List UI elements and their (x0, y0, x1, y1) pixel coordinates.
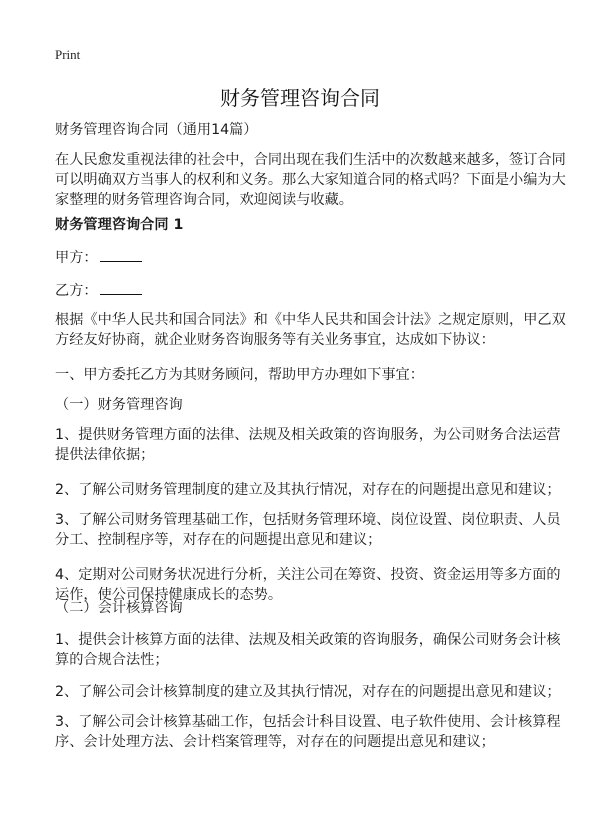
text-line: 3、了解公司会计核算基础工作，包括会计科目设置、电子软件使用、会计核算程 (55, 714, 561, 730)
paragraph (55, 682, 561, 702)
paragraph (55, 365, 424, 385)
paragraph (55, 281, 142, 301)
paragraph (55, 630, 561, 670)
paragraph (55, 395, 183, 415)
paragraph (55, 510, 561, 550)
text-line: 根据《中华人民共和国合同法》和《中华人民共和国会计法》之规定原则，甲乙双 (55, 312, 566, 328)
print-link[interactable]: Print (55, 47, 81, 62)
text-line: 4、定期对公司财务状况进行分析，关注公司在筹资、投资、资金运用等多方面的 (55, 567, 561, 583)
paragraph (55, 712, 561, 752)
section-heading (55, 215, 183, 235)
text-line: 家整理的财务管理咨询合同，欢迎阅读与收藏。 (55, 192, 353, 208)
text-line: 财务管理咨询合同（通用14篇） (55, 122, 258, 138)
text-line: 2、了解公司财务管理制度的建立及其执行情况，对存在的问题提出意见和建议； (55, 482, 561, 498)
text-line: 一、甲方委托乙方为其财务顾问，帮助甲方办理如下事宜： (55, 367, 424, 383)
text-line: 分工、控制程序等，对存在的问题提出意见和建议； (55, 532, 382, 548)
paragraph (55, 150, 566, 210)
paragraph (55, 120, 258, 140)
blank-line (100, 281, 142, 295)
page-title: 财务管理咨询合同 (220, 86, 380, 110)
text-line: 财务管理咨询合同 1 (55, 217, 184, 233)
text-line: 提供法律依据； (55, 447, 155, 463)
paragraph (55, 425, 561, 465)
text-line: 1、提供会计核算方面的法律、法规及相关政策的咨询服务，确保公司财务会计核 (55, 632, 561, 648)
paragraph (55, 310, 566, 350)
blank-line (100, 248, 142, 262)
text-line: 运作，使公司保持健康成长的态势。 (55, 587, 283, 603)
text-line: 3、了解公司财务管理基础工作，包括财务管理环境、岗位设置、岗位职责、人员 (55, 512, 561, 528)
text-line: 方经友好协商，就企业财务咨询服务等有关业务事宜，达成如下协议： (55, 332, 495, 348)
text-line: 序、会计处理方法、会计档案管理等，对存在的问题提出意见和建议； (55, 734, 495, 750)
text-line: （二）会计核算咨询 (55, 600, 183, 616)
text-line: （一）财务管理咨询 (55, 397, 183, 413)
text-line: 乙方： (55, 283, 98, 299)
text-line: 在人民愈发重视法律的社会中，合同出现在我们生活中的次数越来越多，签订合同 (55, 152, 566, 168)
text-line: 算的合规合法性； (55, 652, 169, 668)
text-line: 1、提供财务管理方面的法律、法规及相关政策的咨询服务，为公司财务合法运营 (55, 427, 561, 443)
text-line: 可以明确双方当事人的权利和义务。那么大家知道合同的格式吗？下面是小编为大 (55, 172, 566, 188)
paragraph (55, 480, 561, 500)
paragraph (55, 598, 183, 618)
text-line: 2、了解公司会计核算制度的建立及其执行情况，对存在的问题提出意见和建议； (55, 684, 561, 700)
text-line: 甲方： (55, 250, 98, 266)
paragraph (55, 248, 142, 268)
